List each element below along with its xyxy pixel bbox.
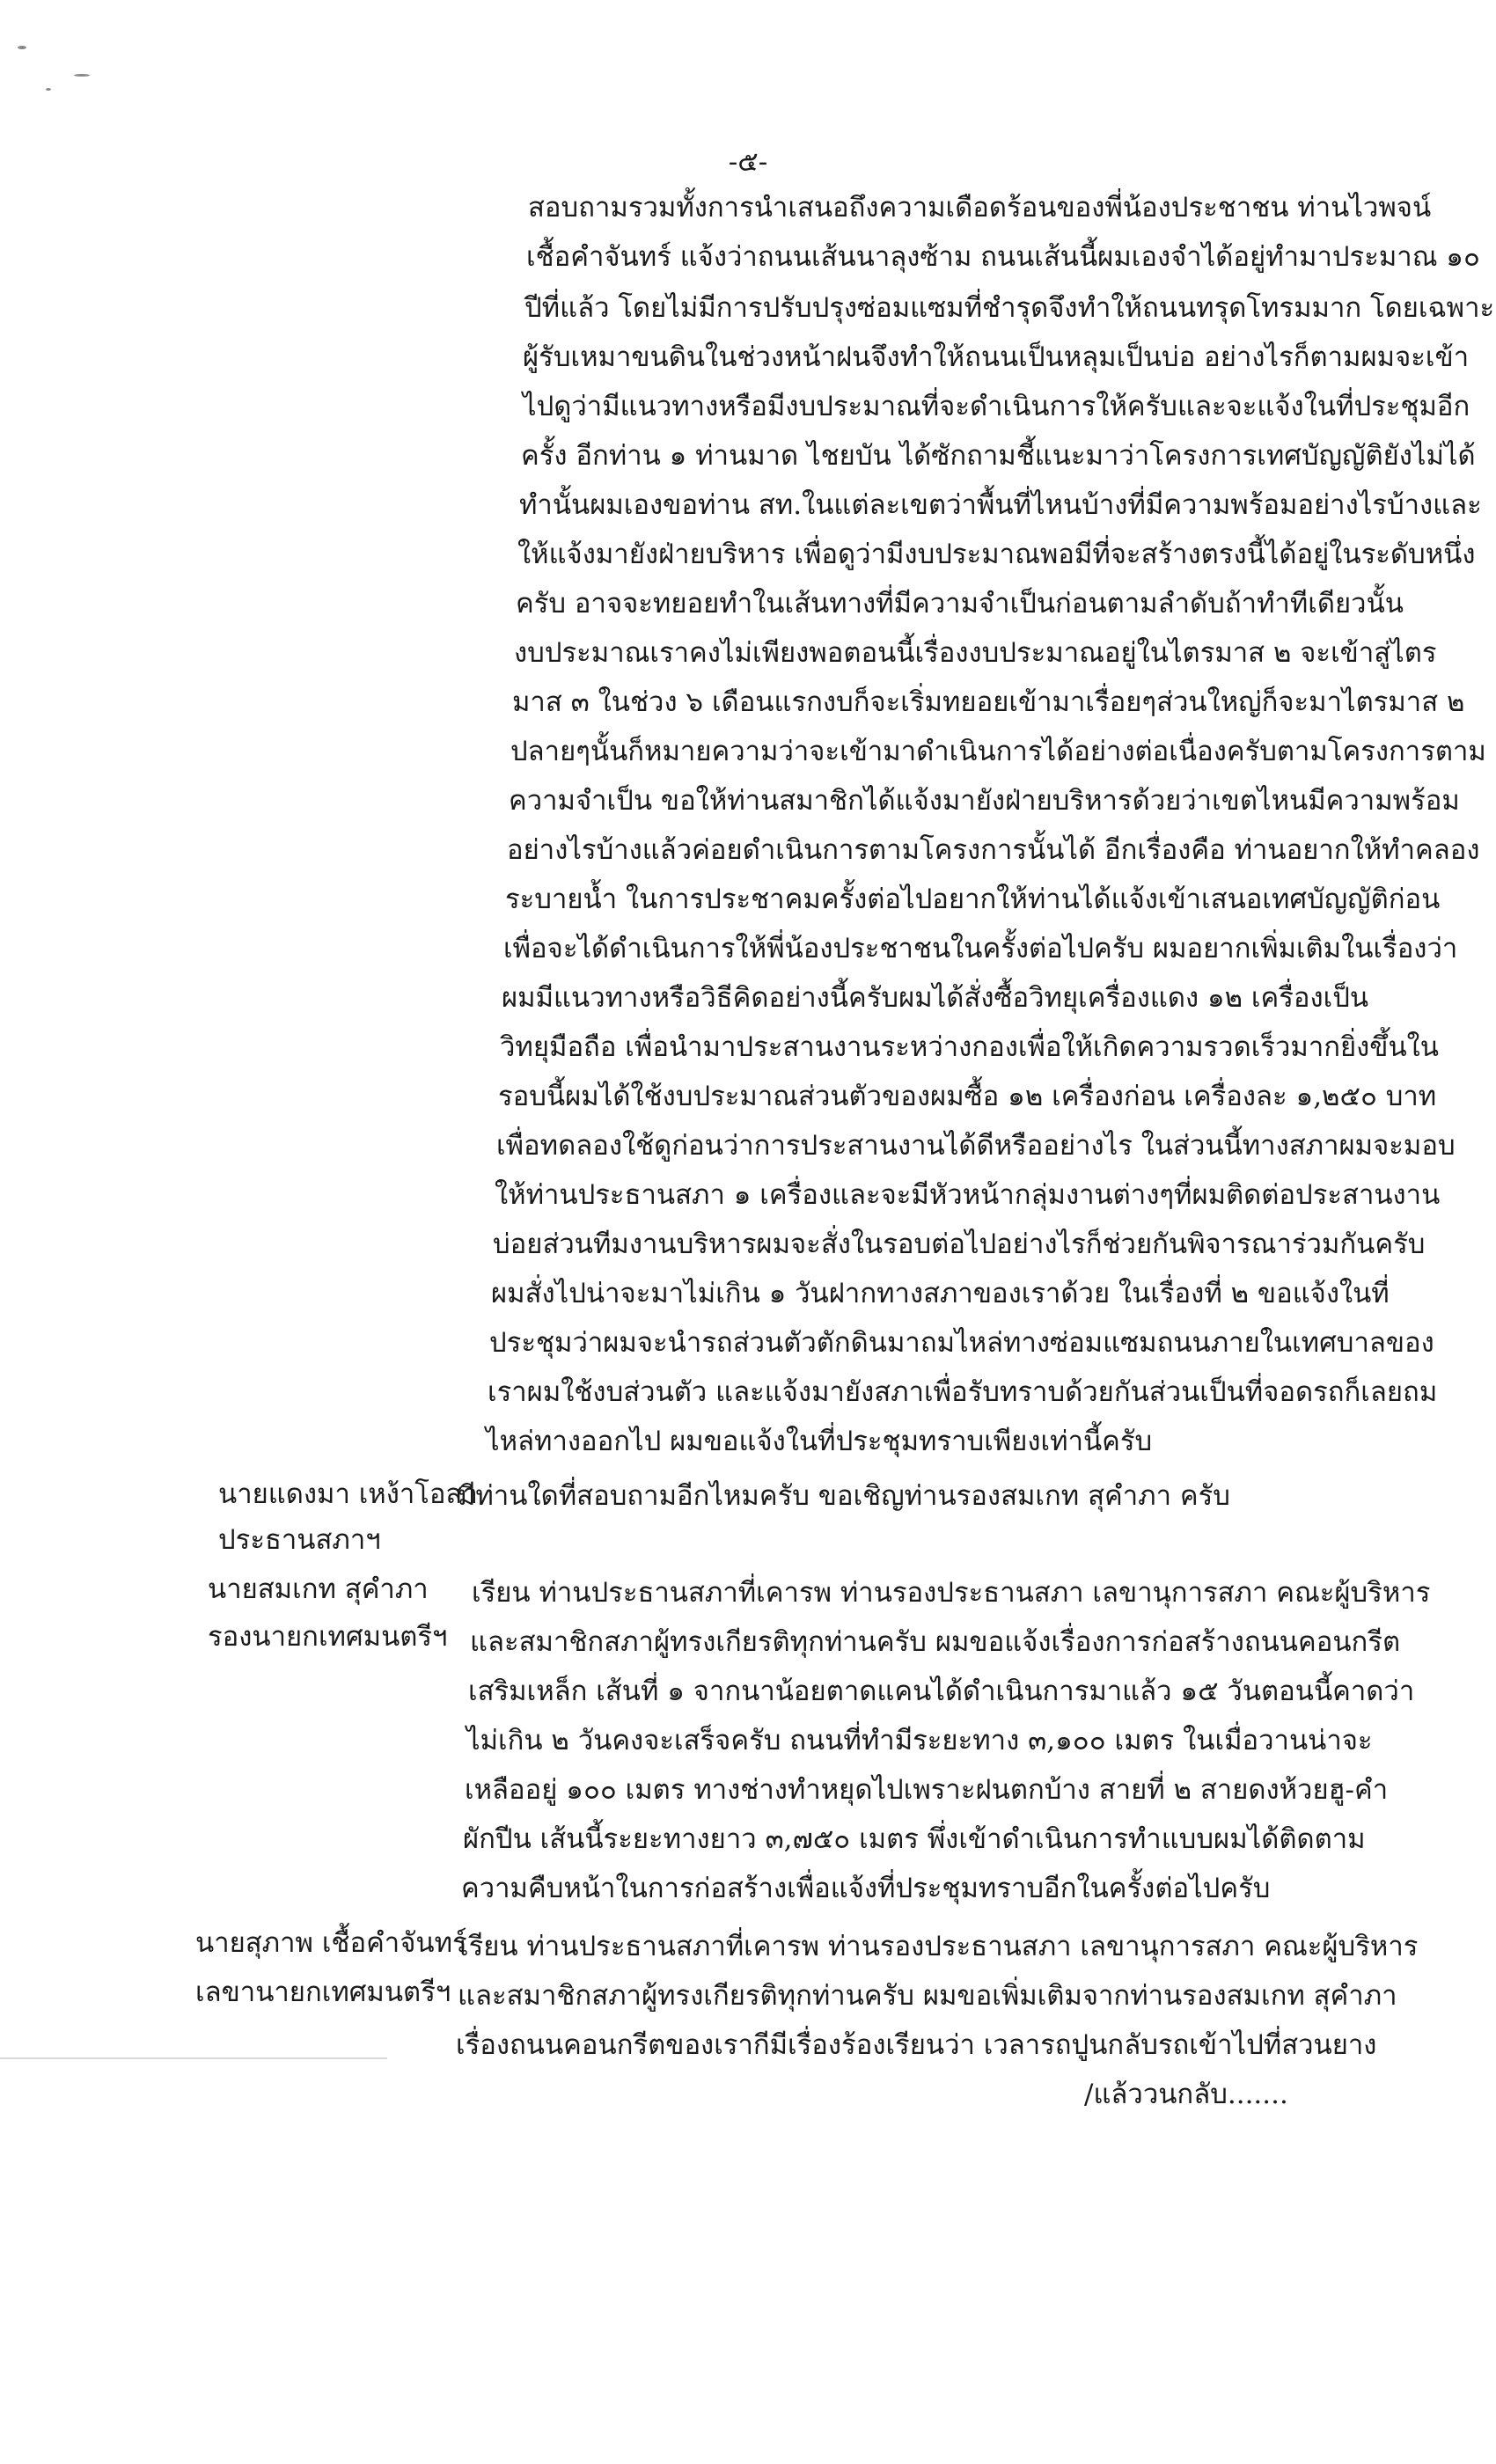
text-line: เพื่อทดลองใช้ดูก่อนว่าการประสานงานได้ดีหรืออย่างไร ในส่วนนี้ทางสภาผมจะมอบ [496, 1130, 1456, 1162]
text-line: สอบถามรวมทั้งการนำเสนอถึงความเดือดร้อนของพี่น้องประชาชน ท่านไวพจน์ [528, 192, 1432, 224]
text-line: และสมาชิกสภาผู้ทรงเกียรติทุกท่านครับ ผมขอแจ้งเรื่องการก่อสร้างถนนคอนกรีต [470, 1626, 1401, 1658]
scan-speck [46, 88, 51, 91]
text-line: งบประมาณเราคงไม่เพียงพอตอนนี้เรื่องงบประมาณอยู่ในไตรมาส ๒ จะเข้าสู่ไตร [514, 637, 1437, 669]
text-line: ทำนั้นผมเองขอท่าน สท.ในแต่ละเขตว่าพื้นที่ไหนบ้างที่มีความพร้อมอย่างไรบ้างและ [519, 489, 1482, 521]
text-line: เรียน ท่านประธานสภาที่เคารพ ท่านรองประธานสภา เลขานุการสภา คณะผู้บริหาร [459, 1931, 1419, 1962]
text-line: ปีที่แล้ว โดยไม่มีการปรับปรุงซ่อมแซมที่ชำรุดจึงทำให้ถนนทรุดโทรมมาก โดยเฉพาะ [524, 292, 1495, 324]
continuation-marker: /แล้ววนกลับ....... [1084, 2079, 1288, 2110]
text-line: ไหล่ทางออกไป ผมขอแจ้งในที่ประชุมทราบเพียงเท่านี้ครับ [486, 1426, 1153, 1457]
text-line: ให้แจ้งมายังฝ่ายบริหาร เพื่อดูว่ามีงบประมาณพอมีที่จะสร้างตรงนี้ได้อยู่ในระดับหนึ่ง [517, 539, 1476, 570]
text-line: เชื้อคำจันทร์ แจ้งว่าถนนเส้นนาลุงซ้าม ถนนเส้นนี้ผมเองจำได้อยู่ทำมาประมาณ ๑๐ [526, 241, 1480, 273]
text-line: ผมสั่งไปน่าจะมาไม่เกิน ๑ วันฝากทางสภาของเราด้วย ในเรื่องที่ ๒ ขอแจ้งในที่ [491, 1278, 1390, 1309]
speaker-text: มีท่านใดที่สอบถามอีกไหมครับ ขอเชิญท่านรองสมเกท สุคำภา ครับ [458, 1480, 1230, 1512]
text-line: ครั้ง อีกท่าน ๑ ท่านมาด ไชยบัน ได้ซักถามชี้แนะมาว่าโครงการเทศบัญญัติยังไม่ได้ [521, 440, 1476, 472]
text-line: วิทยุมือถือ เพื่อนำมาประสานงานระหว่างกองเพื่อให้เกิดความรวดเร็วมากยิ่งขึ้นใน [500, 1031, 1440, 1063]
text-line: เราผมใช้งบส่วนตัว และแจ้งมายังสภาเพื่อรับทราบด้วยกันส่วนเป็นที่จอดรถก็เลยถม [488, 1376, 1438, 1408]
text-line: ไม่เกิน ๒ วันคงจะเสร็จครับ ถนนที่ทำมีระยะทาง ๓,๑๐๐ เมตร ในเมื่อวานน่าจะ [466, 1725, 1373, 1756]
text-line: เสริมเหล็ก เส้นที่ ๑ จากนาน้อยตาดแคนได้ดำเนินการมาแล้ว ๑๕ วันตอนนี้คาดว่า [468, 1676, 1415, 1707]
text-line: ระบายน้ำ ในการประชาคมครั้งต่อไปอยากให้ท่านได้แจ้งเข้าเสนอเทศบัญญัติก่อน [505, 884, 1441, 915]
text-line: ความคืบหน้าในการก่อสร้างเพื่อแจ้งที่ประชุมทราบอีกในครั้งต่อไปครับ [461, 1873, 1271, 1904]
text-line: ผมมีแนวทางหรือวิธีคิดอย่างนี้ครับผมได้สั่งซื้อวิทยุเครื่องแดง ๑๒ เครื่องเป็น [502, 982, 1369, 1014]
speaker-role: รองนายกเทศมนตรีฯ [208, 1621, 448, 1653]
speaker-name: นายแดงมา เหง้าโอสา [218, 1478, 478, 1510]
text-line: อย่างไรบ้างแล้วค่อยดำเนินการตามโครงการนั้นได้ อีกเรื่องคือ ท่านอยากให้ทำคลอง [507, 834, 1480, 866]
text-line: ประชุมว่าผมจะนำรถส่วนตัวตักดินมาถมไหล่ทางซ่อมแซมถนนภายในเทศบาลของ [489, 1327, 1434, 1359]
text-line: เรื่องถนนคอนกรีตของเรากีมีเรื่องร้องเรียนว่า เวลารถปูนกลับรถเข้าไปที่สวนยาง [456, 2029, 1377, 2061]
speaker-role: ประธานสภาฯ [218, 1524, 381, 1556]
text-line: ครับ อาจจะทยอยทำในเส้นทางที่มีความจำเป็นก่อนตามลำดับถ้าทำทีเดียวนั้น [516, 588, 1404, 620]
text-line: ผักปีน เส้นนี้ระยะทางยาว ๓,๗๕๐ เมตร พึ่งเข้าดำเนินการทำแบบผมได้ติดตาม [463, 1823, 1366, 1855]
text-line: เพื่อจะได้ดำเนินการให้พี่น้องประชาชนในครั้งต่อไปครับ ผมอยากเพิ่มเติมในเรื่องว่า [503, 933, 1458, 964]
text-line: มาส ๓ ในช่วง ๖ เดือนแรกงบก็จะเริ่มทยอยเข้ามาเรื่อยๆส่วนใหญ่ก็จะมาไตรมาส ๒ [512, 686, 1465, 718]
text-line: เหลืออยู่ ๑๐๐ เมตร ทางช่างทำหยุดไปเพราะฝนตกบ้าง สายที่ ๒ สายดงห้วยฮู-คำ [465, 1774, 1389, 1806]
page-number: -๕- [728, 146, 768, 178]
text-line: ผู้รับเหมาขนดินในช่วงหน้าฝนจึงทำให้ถนนเป็นหลุมเป็นบ่อ อย่างไรก็ตามผมจะเข้า [523, 341, 1470, 373]
scan-speck [18, 46, 26, 49]
text-line: บ่อยส่วนทีมงานบริหารผมจะสั่งในรอบต่อไปอย่างไรก็ช่วยกันพิจารณาร่วมกันครับ [493, 1228, 1426, 1260]
text-line: ปลายๆนั้นก็หมายความว่าจะเข้ามาดำเนินการได้อย่างต่อเนื่องครับตามโครงการตาม [510, 736, 1486, 767]
speaker-name: นายสุภาพ เชื้อคำจันทร์ [195, 1927, 467, 1959]
scan-edge-line [0, 2057, 387, 2059]
scan-speck [74, 74, 90, 77]
text-line: ให้ท่านประธานสภา ๑ เครื่องและจะมีหัวหน้ากลุ่มงานต่างๆที่ผมติดต่อประสานงาน [495, 1179, 1441, 1211]
speaker-name: นายสมเกท สุคำภา [208, 1573, 429, 1605]
text-line: ไปดูว่ามีแนวทางหรือมีงบประมาณที่จะดำเนินการให้ครับและจะแจ้งในที่ประชุมอีก [523, 391, 1470, 422]
text-line: และสมาชิกสภาผู้ทรงเกียรติทุกท่านครับ ผมขอเพิ่มเติมจากท่านรองสมเกท สุคำภา [458, 1980, 1397, 2012]
text-line: ความจำเป็น ขอให้ท่านสมาชิกได้แจ้งมายังฝ่ายบริหารด้วยว่าเขตไหนมีความพร้อม [509, 785, 1460, 817]
speaker-role: เลขานายกเทศมนตรีฯ [195, 1976, 451, 2008]
text-line: เรียน ท่านประธานสภาที่เคารพ ท่านรองประธานสภา เลขานุการสภา คณะผู้บริหาร [472, 1577, 1431, 1609]
text-line: รอบนี้ผมได้ใช้งบประมาณส่วนตัวของผมซื้อ ๑๒ เครื่องก่อน เครื่องละ ๑,๒๕๐ บาท [498, 1081, 1437, 1112]
